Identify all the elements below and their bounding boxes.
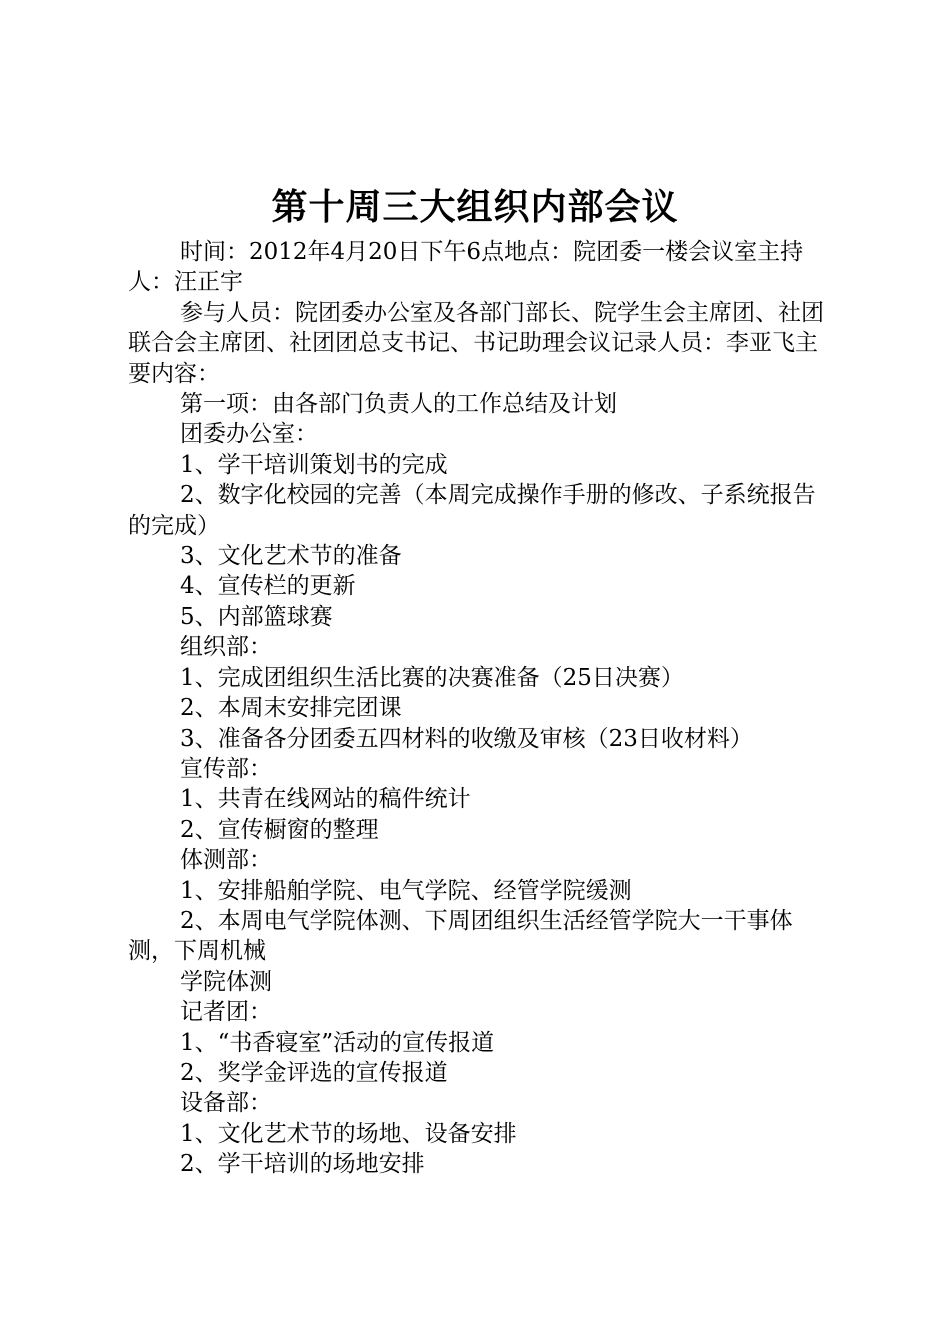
list-item: 2、宣传橱窗的整理 <box>180 816 379 843</box>
document-body <box>128 237 834 1180</box>
section-heading-organization: 组织部： <box>180 634 272 661</box>
list-item: 3、准备各分团委五四材料的收缴及审核（23日收材料） <box>180 725 753 752</box>
section-heading-fitness-test: 体测部： <box>180 847 272 874</box>
list-item: 1、“书香寝室”活动的宣传报道 <box>180 1029 495 1056</box>
section-heading-reporters: 记者团： <box>180 999 272 1026</box>
list-item: 1、安排船舶学院、电气学院、经管学院缓测 <box>180 877 632 904</box>
list-item: 1、完成团组织生活比赛的决赛准备（25日决赛） <box>180 664 684 691</box>
list-item: 2、本周电气学院体测、下周团组织生活经管学院大一干事体测，下周机械 <box>128 907 793 965</box>
list-item: 2、本周末安排完团课 <box>180 695 402 722</box>
section-heading-publicity: 宣传部： <box>180 755 272 782</box>
paragraph-item-one: 第一项：由各部门负责人的工作总结及计划 <box>180 391 617 418</box>
list-item: 3、文化艺术节的准备 <box>180 543 402 570</box>
list-item: 2、学干培训的场地安排 <box>180 1151 425 1178</box>
list-item: 1、学干培训策划书的完成 <box>180 451 448 478</box>
list-item: 2、奖学金评选的宣传报道 <box>180 1059 448 1086</box>
list-item: 5、内部篮球赛 <box>180 603 333 630</box>
section-heading-office: 团委办公室： <box>180 421 318 448</box>
list-item: 1、共青在线网站的稿件统计 <box>180 786 471 813</box>
paragraph-participants: 参与人员：院团委办公室及各部门部长、院学生会主席团、社团联合会主席团、社团团总支书记、书记助理会议记录人员：李亚飞主要内容： <box>128 299 824 387</box>
list-item: 1、文化艺术节的场地、设备安排 <box>180 1120 517 1147</box>
list-item: 2、数字化校园的完善（本周完成操作手册的修改、子系统报告的完成） <box>128 482 816 539</box>
list-item-continuation: 学院体测 <box>180 968 272 995</box>
paragraph-time-place-host: 时间：2012年4月20日下午6点地点：院团委一楼会议室主持人：汪正宇 <box>128 239 804 296</box>
list-item: 4、宣传栏的更新 <box>180 573 356 600</box>
document-title: 第十周三大组织内部会议 <box>271 187 679 228</box>
section-heading-equipment: 设备部： <box>180 1090 272 1117</box>
